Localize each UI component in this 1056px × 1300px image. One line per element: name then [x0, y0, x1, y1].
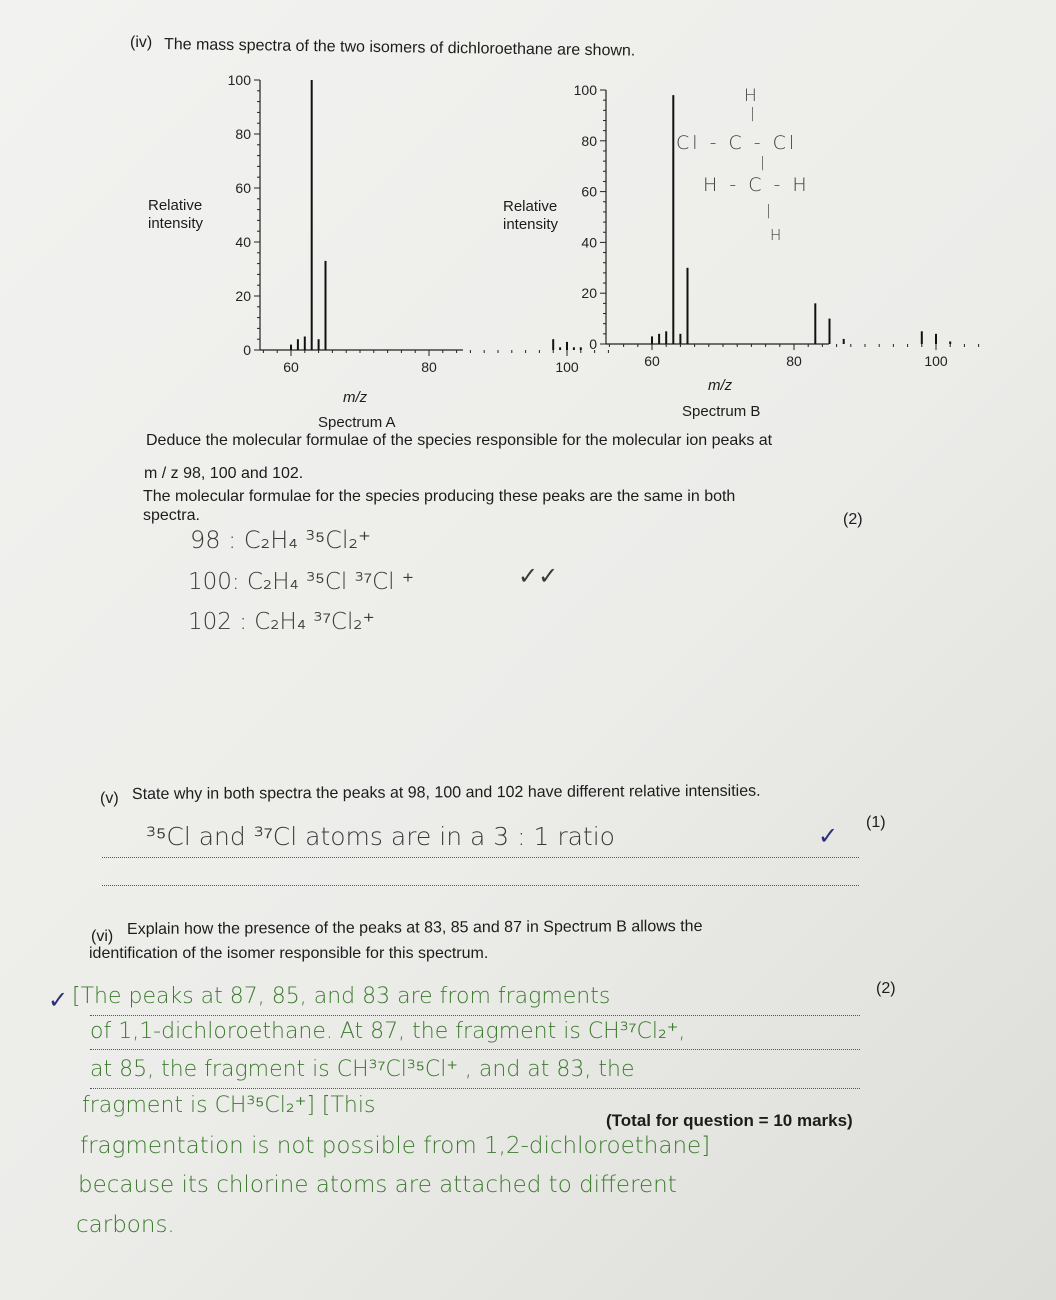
- question-v-marks: (1): [866, 814, 886, 831]
- spectrum-b-x-tick-label: 60: [644, 353, 660, 369]
- answer-v: ³⁵Cl and ³⁷Cl atoms are in a 3 : 1 ratio: [146, 822, 615, 851]
- structure-bond-3: |: [766, 203, 771, 219]
- spectrum-b-caption: Spectrum B: [682, 403, 761, 420]
- spectrum-a-xlabel: m/z: [343, 389, 368, 406]
- spectrum-a-x-tick-label: 100: [555, 359, 579, 375]
- structure-bond-1: |: [750, 106, 755, 122]
- spectrum-b-x-tick-label: 80: [786, 353, 802, 369]
- answer-vi-line3: at 85, the fragment is CH³⁷Cl³⁵Cl⁺ , and at 83, the: [90, 1057, 635, 1082]
- spectrum-a-y-tick-label: 60: [235, 180, 251, 196]
- answer-iv-line2: 100: C₂H₄ ³⁵Cl ³⁷Cl ⁺: [188, 569, 415, 595]
- spectrum-b-y-tick-label: 40: [581, 234, 597, 251]
- spectrum-b-y-tick-label: 80: [581, 132, 597, 149]
- answer-vi-line7: carbons.: [76, 1212, 175, 1238]
- spectrum-a-y-tick-label: 40: [235, 234, 251, 250]
- structure-row1: Cl - C - Cl: [676, 132, 798, 154]
- spectrum-b-y-tick-label: 60: [581, 183, 597, 200]
- answer-vi-mark: ✓: [48, 986, 69, 1014]
- question-vi-label: (vi): [91, 928, 114, 945]
- spectrum-a-x-tick-label: 60: [283, 359, 299, 375]
- answer-vi-line6: because its chlorine atoms are attached to different: [78, 1172, 677, 1198]
- answer-v-line2: [102, 885, 859, 886]
- question-v-text: State why in both spectra the peaks at 98, 100 and 102 have different relative intensities.: [131, 782, 761, 803]
- answer-v-line1: [102, 857, 859, 858]
- answer-v-mark: ✓: [818, 822, 839, 850]
- question-total: (Total for question = 10 marks): [606, 1111, 853, 1130]
- note-line1: The molecular formulae for the species producing these peaks are the same in both: [143, 488, 736, 505]
- spectrum-a-y-tick-label: 20: [235, 288, 251, 304]
- spectrum-b-ylabel: [503, 198, 558, 234]
- answer-vi-line4: fragment is CH³⁵Cl₂⁺] [This: [82, 1093, 376, 1118]
- spectrum-a-ylabel-line2: intensity: [148, 215, 204, 232]
- spectrum-a-x-tick-label: 80: [421, 359, 437, 375]
- spectrum-a-y-tick-label: 0: [243, 342, 251, 358]
- answer-iv-line1: 98 : C₂H₄ ³⁵Cl₂⁺: [190, 526, 371, 554]
- question-vi-marks: (2): [876, 980, 896, 997]
- answer-vi-dots1: [90, 1015, 860, 1016]
- question-iv-marks: (2): [843, 511, 863, 528]
- answer-iv-mark: ✓✓: [518, 562, 559, 590]
- answer-vi-line1: [The peaks at 87, 85, and 83 are from fragments: [72, 984, 611, 1009]
- spectrum-b-y-tick-label: 100: [573, 82, 597, 98]
- structure-row2: H - C - H: [703, 174, 810, 196]
- question-vi-text2: identification of the isomer responsible for this spectrum.: [89, 945, 489, 962]
- answer-vi-dots2: [90, 1049, 860, 1050]
- spectrum-a-y-tick-label: 80: [235, 126, 251, 142]
- spectrum-a-ylabel: [148, 197, 203, 233]
- spectrum-a-caption: Spectrum A: [318, 414, 396, 431]
- answer-vi-line5: fragmentation is not possible from 1,2-dichloroethane]: [80, 1133, 711, 1159]
- question-v-label: (v): [100, 790, 119, 807]
- structure-bond-2: |: [760, 155, 765, 171]
- spectrum-a-ylabel-line1: Relative: [148, 197, 203, 214]
- question-iv-label: (iv): [130, 34, 153, 51]
- spectrum-b-ylabel-line1: Relative: [503, 198, 558, 215]
- spectrum-b-ylabel-line2: intensity: [503, 216, 559, 233]
- answer-iv-line3: 102 : C₂H₄ ³⁷Cl₂⁺: [188, 609, 375, 635]
- answer-vi-line2: of 1,1-dichloroethane. At 87, the fragment is CH³⁷Cl₂⁺,: [90, 1019, 686, 1044]
- question-vi-text1: Explain how the presence of the peaks at 83, 85 and 87 in Spectrum B allows the: [126, 917, 703, 938]
- note-line2: spectra.: [143, 507, 200, 524]
- spectrum-b-y-tick-label: 20: [581, 285, 597, 302]
- deduce-line2: m / z 98, 100 and 102.: [144, 465, 304, 482]
- answer-vi-dots3: [90, 1088, 860, 1089]
- spectrum-b-xlabel: m/z: [708, 377, 733, 394]
- spectrum-a-y-tick-label: 100: [227, 72, 251, 88]
- structure-bottom-h: H: [770, 226, 782, 244]
- spectrum-b-chart: [496, 72, 948, 432]
- question-iv-text: The mass spectra of the two isomers of dichloroethane are shown.: [163, 36, 636, 60]
- spectrum-b-y-tick-label: 0: [589, 336, 597, 352]
- deduce-line1: Deduce the molecular formulae of the species responsible for the molecular ion peaks at: [146, 432, 773, 449]
- structure-top-h: H: [744, 86, 757, 106]
- spectrum-b-x-tick-label: 100: [924, 353, 948, 369]
